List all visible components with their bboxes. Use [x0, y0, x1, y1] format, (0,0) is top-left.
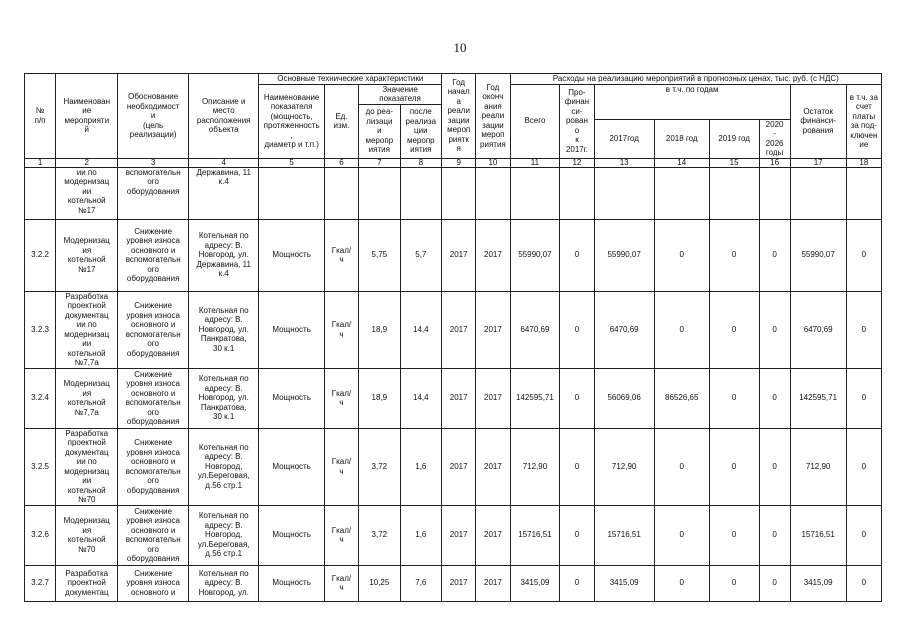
year-start: 2017 [442, 291, 476, 368]
year-end: 2017 [476, 565, 510, 601]
column-number: 2 [56, 158, 118, 167]
year-start: 2017 [442, 368, 476, 428]
header-description: Описание и место расположения объекта [188, 74, 259, 159]
header-justification: Обоснование необходимост и (цель реализации) [118, 74, 189, 159]
object-description: Котельная по адресу: В. Новгород, ул.Береговая, д.56 стр.1 [188, 428, 259, 505]
year-end: 2017 [476, 505, 510, 565]
column-number: 3 [118, 158, 189, 167]
object-description: Котельная по адресу: В. Новгород, ул. Державина, 11 к.4 [188, 219, 259, 291]
unit: Гкал/ ч [324, 368, 358, 428]
cost-total: 712,90 [510, 428, 560, 505]
value-after: 1,6 [400, 428, 442, 505]
cost-2019: 0 [709, 291, 759, 368]
table-row [25, 565, 882, 601]
header-fee: в т.ч. за счет платы за под- ключен ие [846, 84, 881, 158]
value-after: 1,6 [400, 505, 442, 565]
remaining-financing: 6470,69 [790, 291, 846, 368]
column-number: 15 [709, 158, 759, 167]
remaining-financing: 55990,07 [790, 219, 846, 291]
cost-2019: 0 [709, 428, 759, 505]
table-row [25, 505, 882, 565]
cost-total: 142595,71 [510, 368, 560, 428]
row-number: 3.2.4 [25, 368, 56, 428]
header-2017: 2017год [594, 119, 654, 158]
justification: Снижение уровня износа основного и вспомогательн ого оборудования [118, 368, 189, 428]
parameter-name: Мощность [259, 565, 324, 601]
cost-2019: 0 [709, 368, 759, 428]
header-value-group: Значение показателя [359, 84, 442, 104]
unit: Гкал/ ч [324, 505, 358, 565]
continuation-description: Державина, 11 к.4 [188, 167, 259, 219]
cost-2019: 0 [709, 219, 759, 291]
object-description: Котельная по адресу: В. Новгород, ул.Береговая, д.56 стр.1 [188, 505, 259, 565]
cost-2017: 55990,07 [594, 219, 654, 291]
financed-before-2017: 0 [560, 368, 594, 428]
cost-total: 6470,69 [510, 291, 560, 368]
column-number: 6 [324, 158, 358, 167]
connection-fee: 0 [846, 368, 881, 428]
year-end: 2017 [476, 219, 510, 291]
column-number: 11 [510, 158, 560, 167]
financed-before-2017: 0 [560, 505, 594, 565]
justification: Снижение уровня износа основного и [118, 565, 189, 601]
cost-2019: 0 [709, 505, 759, 565]
row-number: 3.2.6 [25, 505, 56, 565]
continuation-justification: вспомогательн ого оборудования [118, 167, 189, 219]
value-after: 14,4 [400, 291, 442, 368]
cost-2017: 6470,69 [594, 291, 654, 368]
cost-2020-2026: 0 [759, 428, 790, 505]
remaining-financing: 3415,09 [790, 565, 846, 601]
header-remainder: Остаток финанси- рования [790, 84, 846, 158]
row-number: 3.2.2 [25, 219, 56, 291]
column-number: 1 [25, 158, 56, 167]
continuation-row [25, 167, 882, 219]
cost-total: 15716,51 [510, 505, 560, 565]
table-row [25, 291, 882, 368]
year-end: 2017 [476, 428, 510, 505]
header-financed: Про- финан си- рован о к 2017г. [560, 84, 594, 158]
cost-2017: 56069,06 [594, 368, 654, 428]
justification: Снижение уровня износа основного и вспомогательн ого оборудования [118, 219, 189, 291]
cost-2020-2026: 0 [759, 219, 790, 291]
header-after: после реализа ции меропр иятия [400, 104, 442, 158]
column-number: 18 [846, 158, 881, 167]
parameter-name: Мощность [259, 291, 324, 368]
value-before: 10,25 [359, 565, 401, 601]
cost-2018: 0 [654, 428, 709, 505]
connection-fee: 0 [846, 291, 881, 368]
cost-2020-2026: 0 [759, 368, 790, 428]
justification: Снижение уровня износа основного и вспомогательн ого оборудования [118, 291, 189, 368]
value-after: 7,6 [400, 565, 442, 601]
parameter-name: Мощность [259, 428, 324, 505]
column-number: 7 [359, 158, 401, 167]
cost-2018: 0 [654, 219, 709, 291]
connection-fee: 0 [846, 219, 881, 291]
unit: Гкал/ ч [324, 565, 358, 601]
header-npp: № п/п [25, 74, 56, 159]
financed-before-2017: 0 [560, 291, 594, 368]
year-start: 2017 [442, 428, 476, 505]
measure-name: Разработка проектной документац [56, 565, 118, 601]
value-after: 14,4 [400, 368, 442, 428]
year-start: 2017 [442, 505, 476, 565]
header-tech-group: Основные технические характеристики [259, 74, 442, 85]
column-number: 10 [476, 158, 510, 167]
header-costs-group: Расходы на реализацию мероприятий в прогнозных ценах, тыс. руб. (с НДС) [510, 74, 881, 85]
cost-2018: 0 [654, 505, 709, 565]
financed-before-2017: 0 [560, 565, 594, 601]
unit: Гкал/ ч [324, 219, 358, 291]
cost-total: 55990,07 [510, 219, 560, 291]
value-before: 18,9 [359, 291, 401, 368]
remaining-financing: 15716,51 [790, 505, 846, 565]
cost-2020-2026: 0 [759, 291, 790, 368]
measure-name: Модернизац ия котельной №70 [56, 505, 118, 565]
measure-name: Разработка проектной документац ии по модернизац ии котельной №70 [56, 428, 118, 505]
value-before: 3,72 [359, 505, 401, 565]
column-number: 8 [400, 158, 442, 167]
remaining-financing: 142595,71 [790, 368, 846, 428]
year-start: 2017 [442, 219, 476, 291]
value-before: 3,72 [359, 428, 401, 505]
header-name: Наименован ие мероприяти й [56, 74, 118, 159]
justification: Снижение уровня износа основного и вспомогательн ого оборудования [118, 428, 189, 505]
cost-2018: 0 [654, 565, 709, 601]
year-start: 2017 [442, 565, 476, 601]
remaining-financing: 712,90 [790, 428, 846, 505]
cost-2018: 0 [654, 291, 709, 368]
header-total: Всего [510, 84, 560, 158]
row-number: 3.2.5 [25, 428, 56, 505]
column-number: 9 [442, 158, 476, 167]
header-2020-2026: 2020 - 2026 годы [759, 119, 790, 158]
measure-name: Модернизац ия котельной №7,7а [56, 368, 118, 428]
measure-name: Разработка проектной документац ии по модернизац ии котельной №7,7а [56, 291, 118, 368]
investment-measures-table [24, 73, 882, 602]
year-end: 2017 [476, 291, 510, 368]
unit: Гкал/ ч [324, 291, 358, 368]
column-number: 12 [560, 158, 594, 167]
header-unit: Ед. изм. [324, 84, 358, 158]
connection-fee: 0 [846, 565, 881, 601]
row-number: 3.2.7 [25, 565, 56, 601]
cost-2017: 3415,09 [594, 565, 654, 601]
object-description: Котельная по адресу: В. Новгород, ул. [188, 565, 259, 601]
financed-before-2017: 0 [560, 428, 594, 505]
column-number: 17 [790, 158, 846, 167]
header-tech-name: Наименование показателя (мощность, протяженность , диаметр и т.п.) [259, 84, 324, 158]
header-2018: 2018 год [654, 119, 709, 158]
header-2019: 2019 год [709, 119, 759, 158]
cost-total: 3415,09 [510, 565, 560, 601]
cost-2017: 15716,51 [594, 505, 654, 565]
continuation-name: ии по модернизац ии котельной №17 [56, 167, 118, 219]
justification: Снижение уровня износа основного и вспомогательн ого оборудования [118, 505, 189, 565]
cost-2017: 712,90 [594, 428, 654, 505]
column-number: 16 [759, 158, 790, 167]
table-row [25, 219, 882, 291]
cost-2018: 86526,65 [654, 368, 709, 428]
column-number: 14 [654, 158, 709, 167]
header-before: до реа- лизаци и меропр иятия [359, 104, 401, 158]
table-row [25, 368, 882, 428]
value-after: 5,7 [400, 219, 442, 291]
value-before: 18,9 [359, 368, 401, 428]
year-end: 2017 [476, 368, 510, 428]
header-year-start: Год начал а реали зации мероп риятк я [442, 74, 476, 159]
cost-2020-2026: 0 [759, 565, 790, 601]
unit: Гкал/ ч [324, 428, 358, 505]
financed-before-2017: 0 [560, 219, 594, 291]
column-number: 4 [188, 158, 259, 167]
object-description: Котельная по адресу: В. Новгород, ул. Панкратова, 30 к.1 [188, 291, 259, 368]
column-number: 13 [594, 158, 654, 167]
header-by-years: в т.ч. по годам [594, 84, 790, 119]
cost-2019: 0 [709, 565, 759, 601]
object-description: Котельная по адресу: В. Новгород, ул. Панкратова, 30 к.1 [188, 368, 259, 428]
parameter-name: Мощность [259, 219, 324, 291]
table-row [25, 428, 882, 505]
header-year-end: Год оконч ания реали зации мероп риятия [476, 74, 510, 159]
cost-2020-2026: 0 [759, 505, 790, 565]
column-numbers-row [25, 158, 882, 167]
measure-name: Модернизац ия котельной №17 [56, 219, 118, 291]
row-number: 3.2.3 [25, 291, 56, 368]
connection-fee: 0 [846, 505, 881, 565]
parameter-name: Мощность [259, 368, 324, 428]
page-number: 10 [453, 40, 467, 55]
column-number: 5 [259, 158, 324, 167]
parameter-name: Мощность [259, 505, 324, 565]
connection-fee: 0 [846, 428, 881, 505]
value-before: 5,75 [359, 219, 401, 291]
